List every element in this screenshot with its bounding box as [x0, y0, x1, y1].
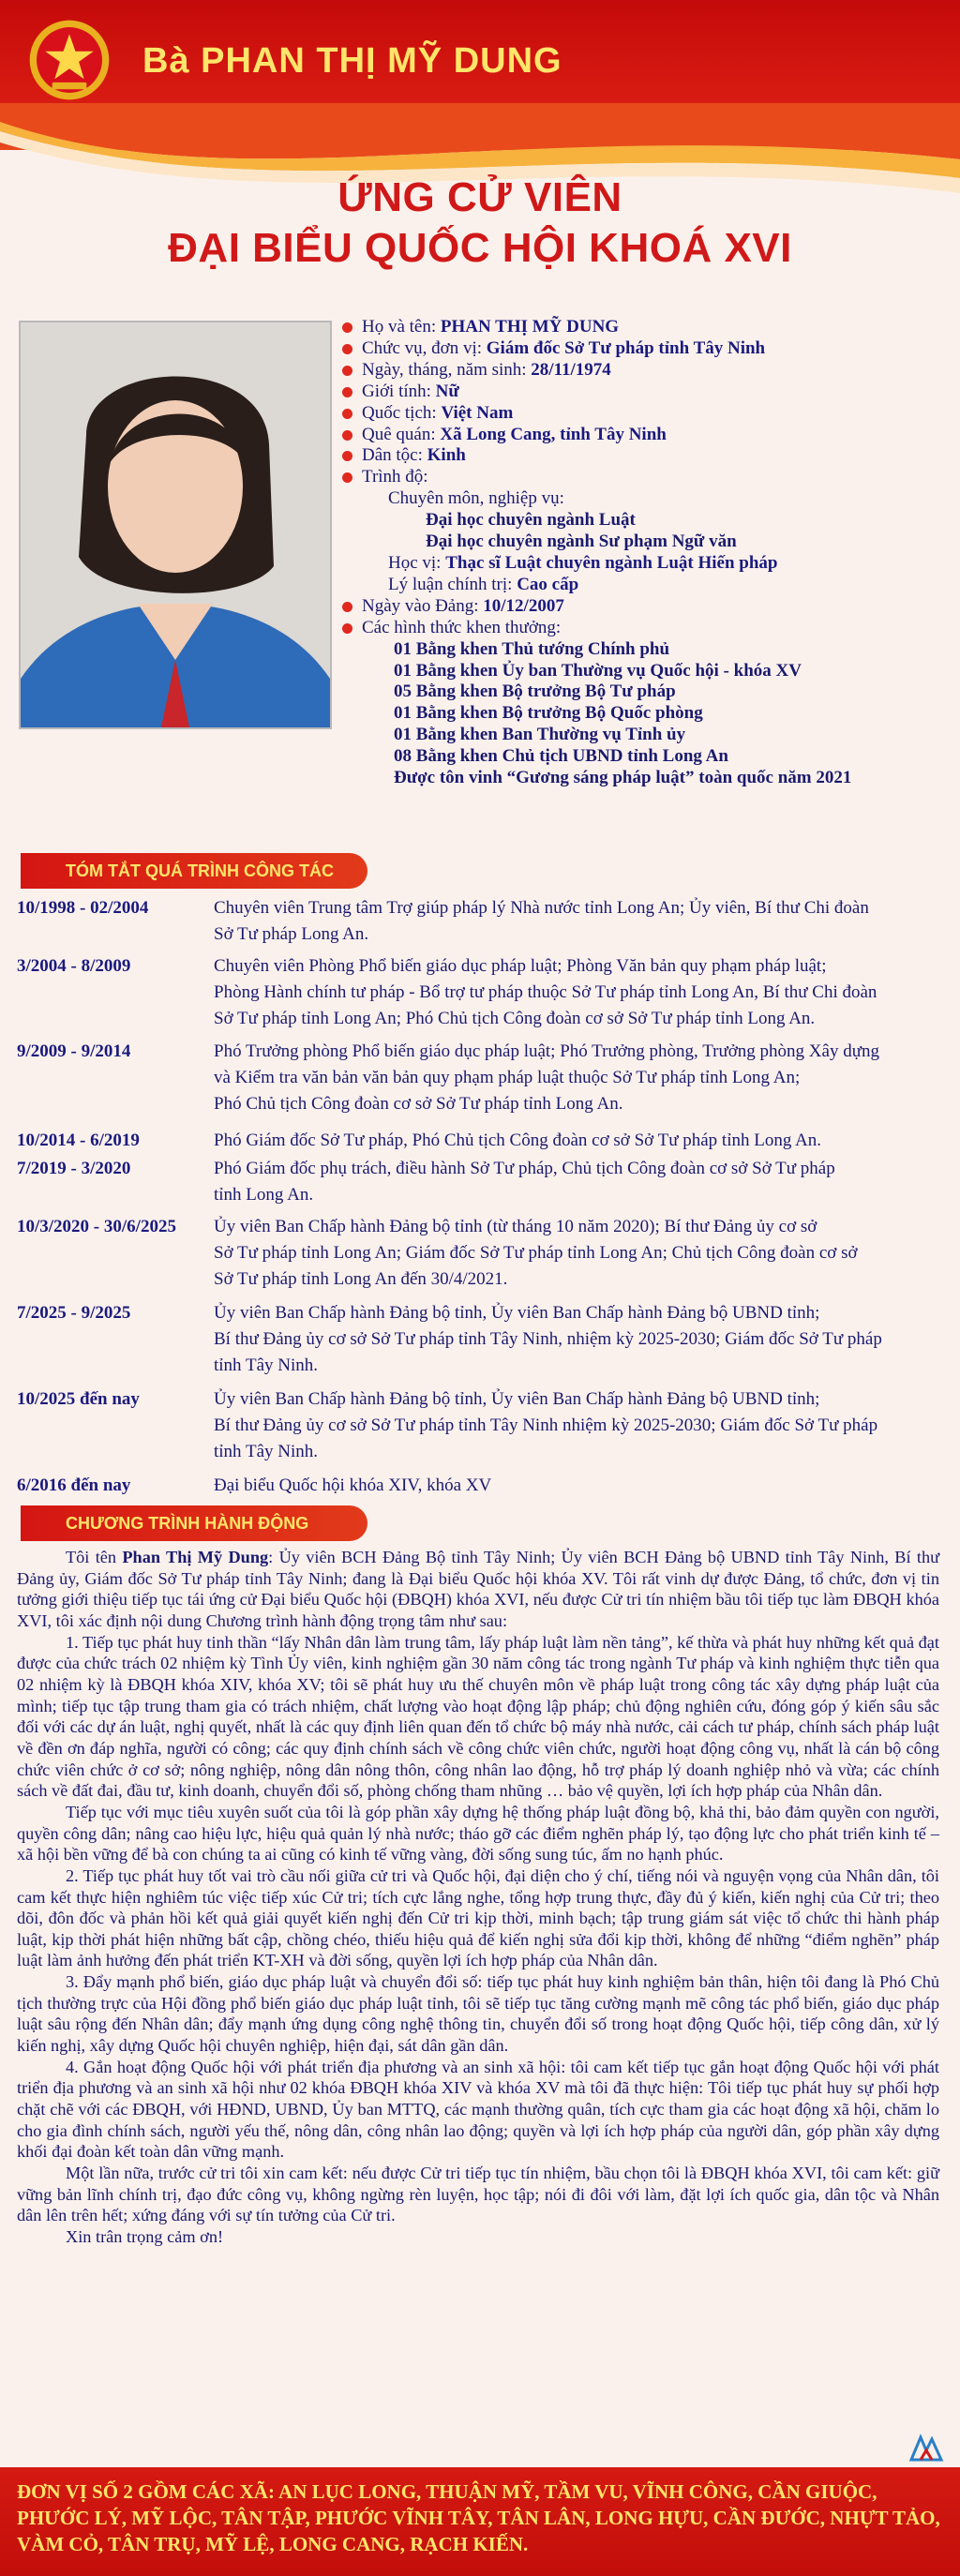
program-paragraph-5: 4. Gắn hoạt động Quốc hội với phát triển địa phương và an sinh xã hội: tôi cam kết tiếp tục gắn hoạt động Quốc hội với phát triển địa phương và an sinh xã hội như 02 khóa ĐBQH khóa XIV và khóa XV mà tôi đã thực hiện: Tôi tiếp tục phát huy sự phối hợp chặt chẽ với các ĐBQH, với HĐND, UBND, Ủy ban MTTQ, các mạnh thường quân, tích cực tham gia các hoạt động xã hội, chăm lo cho gia đình chính sách, người yếu thế, nông dân, công nhân lao động; quyền và lợi ích hợp pháp của người dân, góp phần xây dựng khối đại đoàn kết toàn dân vững mạnh. [17, 2057, 939, 2162]
award-item: Được tôn vinh “Gương sáng pháp luật” toàn quốc năm 2021 [394, 768, 852, 788]
award-item: 08 Bằng khen Chủ tịch UBND tỉnh Long An [394, 746, 728, 767]
program-paragraph-2: Tiếp tục với mục tiêu xuyên suốt của tôi là góp phần xây dựng hệ thống pháp luật đồng bộ, khả thi, bảo đảm quyền con người, quyền công dân; nâng cao hiệu lực, hiệu quả quản lý nhà nước; tháo gỡ các điểm nghẽn pháp lý, tạo động lực cho phát triển kinh tế – xã hội bền vững để bà con chúng ta ai cũng có kinh tế vững vàng, đời sống sung túc, ấm no hạnh phúc. [17, 1802, 939, 1865]
career-period: 9/2009 - 9/2014 [17, 1041, 131, 1061]
career-period: 10/3/2020 - 30/6/2025 [17, 1217, 176, 1236]
action-program [17, 1547, 939, 2248]
career-heading: TÓM TẮT QUÁ TRÌNH CÔNG TÁC [21, 853, 368, 889]
profile-info [339, 317, 949, 789]
bullet-icon [342, 623, 352, 634]
career-description: Chuyên viên Phòng Phổ biến giáo dục pháp luật; Phòng Văn bản quy phạm pháp luật; Phòng Hành chính tư pháp - Bổ trợ tư pháp thuộc Sở Tư pháp tỉnh Long An, Bí thư Chi đoàn Sở Tư pháp tỉnh Long An; Phó Chủ tịch Công đoàn cơ sở Sở Tư pháp tỉnh Long An. [214, 956, 878, 1029]
info-row-dob: Ngày, tháng, năm sinh: 28/11/1974 [339, 360, 949, 382]
bullet-icon [342, 472, 352, 483]
award-item: 01 Bằng khen Thủ tướng Chính phủ [394, 638, 670, 659]
career-period: 7/2019 - 3/2020 [17, 1159, 131, 1178]
footer-banner [0, 2467, 960, 2576]
bullet-icon [342, 602, 352, 612]
info-political: Lý luận chính trị: Cao cấp [388, 574, 579, 594]
program-paragraph-6: Một lần nữa, trước cử tri tôi xin cam kết: nếu được Cử tri tiếp tục tín nhiệm, bầu chọn tôi là ĐBQH khóa XVI, tôi cam kết: giữ vững bản lĩnh chính trị, đạo đức công vụ, không ngừng rèn luyện, học tập; nói đi đôi với làm, đặt lợi ích quốc gia, dân tộc và Nhân dân lên trên hết; xứng đáng với sự tín tưởng của Cử tri. [17, 2164, 939, 2225]
info-specialty-label: Chuyên môn, nghiệp vụ: [388, 488, 564, 509]
award-item: 01 Bằng khen Ủy ban Thường vụ Quốc hội - khóa XV [394, 660, 802, 681]
career-description: Chuyên viên Trung tâm Trợ giúp pháp lý Nhà nước tỉnh Long An; Ủy viên, Bí thư Chi đoàn Sở Tư pháp Long An. [214, 898, 869, 945]
info-row-party-date: Ngày vào Đảng: 10/12/2007 [339, 596, 949, 618]
career-description: Ủy viên Ban Chấp hành Đảng bộ tỉnh, Ủy viên Ban Chấp hành Đảng bộ UBND tỉnh; Bí thư Đảng ủy cơ sở Sở Tư pháp tỉnh Tây Ninh nhiệm kỳ 2025-2030; Giám đốc Sở Tư pháp tỉnh Tây Ninh. [214, 1389, 878, 1462]
program-paragraph-4: 3. Đẩy mạnh phổ biến, giáo dục pháp luật và chuyển đổi số: tiếp tục phát huy kinh nghiệm bản thân, hiện tôi đang là Phó Chủ tịch thường trực của Hội đồng phổ biến giáo dục pháp luật tỉnh, tôi sẽ tiếp tục tăng cường mạnh mẽ công tác phổ biến, giáo dục pháp luật sâu rộng đến Nhân dân; đẩy mạnh ứng dụng công nghệ thông tin, chuyển đổi số trong hoạt động Quốc hội, tiếp công dân, xử lý kiến nghị, xây dựng Quốc hội chuyên nghiệp, hiện đại, sát dân gần dân. [17, 1972, 939, 2056]
career-description: Phó Giám đốc phụ trách, điều hành Sở Tư pháp, Chủ tịch Công đoàn cơ sở Sở Tư pháp tỉnh Long An. [214, 1159, 835, 1206]
career-description: Ủy viên Ban Chấp hành Đảng bộ tỉnh, Ủy viên Ban Chấp hành Đảng bộ UBND tỉnh; Bí thư Đảng ủy cơ sở Sở Tư pháp tỉnh Tây Ninh, nhiệm kỳ 2025-2030; Giám đốc Sở Tư pháp tỉnh Tây Ninh. [214, 1303, 882, 1376]
career-description: Đại biểu Quốc hội khóa XIV, khóa XV [214, 1475, 492, 1495]
bullet-icon [342, 451, 352, 461]
career-period: 6/2016 đến nay [17, 1475, 131, 1495]
bullet-icon [342, 344, 352, 354]
info-row-education: Trình độ: [339, 467, 949, 488]
constituency-text: ĐƠN VỊ SỐ 2 GỒM CÁC XÃ: AN LỤC LONG, THUẬN MỸ, TẦM VU, VĨNH CÔNG, CẦN GIUỘC, PHƯỚC LÝ, MỸ LỘC, TÂN TẬP, PHƯỚC VĨNH TÂY, TÂN LÂN, LONG HỰU, CẦN ĐƯỚC, NHỰT TẢO, VÀM CỎ, TÂN TRỤ, MỸ LỆ, LONG CANG, RẠCH KIẾN. [17, 2480, 940, 2555]
info-row-gender: Giới tính: Nữ [339, 382, 949, 403]
career-description: Phó Giám đốc Sở Tư pháp, Phó Chủ tịch Công đoàn cơ sở Sở Tư pháp tỉnh Long An. [214, 1131, 822, 1150]
info-specialty-1: Đại học chuyên ngành Luật [426, 510, 636, 531]
info-row-hometown: Quê quán: Xã Long Cang, tỉnh Tây Ninh [339, 425, 949, 446]
bullet-icon [342, 387, 352, 397]
career-period: 10/2025 đến nay [17, 1389, 140, 1409]
bullet-icon [342, 430, 352, 441]
award-item: 05 Bằng khen Bộ trưởng Bộ Tư pháp [394, 681, 676, 702]
program-intro: Tôi tên Phan Thị Mỹ Dung: Ủy viên BCH Đảng Bộ tỉnh Tây Ninh; Ủy viên BCH Đảng bộ UBND tỉnh Tây Ninh, Bí thư Đảng ủy, Giám đốc Sở Tư pháp tỉnh Tây Ninh; đang là Đại biểu Quốc hội khóa XV. Tôi rất vinh dự được Đảng, tổ chức, đơn vị tin tưởng giới thiệu tiếp tục tái ứng cử Đại biểu Quốc hội (ĐBQH) khóa XVI, nếu được Cử tri tín nhiệm bầu tôi tiếp tục làm ĐBQH khóa XVI, tôi xác định nội dung Chương trình hành động trọng tâm như sau: [17, 1548, 939, 1630]
career-period: 10/2014 - 6/2019 [17, 1131, 140, 1150]
candidate-name-header: Bà PHAN THỊ MỸ DUNG [142, 41, 562, 81]
national-emblem-icon [26, 17, 112, 103]
info-row-position: Chức vụ, đơn vị: Giám đốc Sở Tư pháp tỉnh Tây Ninh [339, 338, 949, 360]
career-period: 3/2004 - 8/2009 [17, 956, 131, 976]
career-period: 10/1998 - 02/2004 [17, 898, 149, 918]
bullet-icon [342, 366, 352, 376]
career-description: Ủy viên Ban Chấp hành Đảng bộ tỉnh (từ tháng 10 năm 2020); Bí thư Đảng ủy cơ sở Sở Tư pháp tỉnh Long An; Giám đốc Sở Tư pháp tỉnh Long An; Chủ tịch Công đoàn cơ sở Sở Tư pháp tỉnh Long An đến 30/4/2021. [214, 1217, 858, 1290]
candidate-portrait [19, 321, 332, 729]
award-item: 01 Bằng khen Ban Thường vụ Tỉnh ủy [394, 725, 686, 745]
bullet-icon [342, 409, 352, 419]
info-row-awards: Các hình thức khen thưởng: [339, 618, 949, 639]
bullet-icon [342, 322, 352, 333]
page-title-line-2: ĐẠI BIỂU QUỐC HỘI KHOÁ XVI [168, 225, 792, 271]
info-degree: Học vị: Thạc sĩ Luật chuyên ngành Luật Hiến pháp [388, 552, 778, 573]
info-specialty-2: Đại học chuyên ngành Sư phạm Ngữ văn [426, 532, 737, 552]
career-period: 7/2025 - 9/2025 [17, 1303, 131, 1323]
info-row-ethnicity: Dân tộc: Kinh [339, 445, 949, 467]
career-description: Phó Trưởng phòng Phổ biến giáo dục pháp luật; Phó Trưởng phòng, Trưởng phòng Xây dựng và Kiểm tra văn bản văn bản quy phạm pháp luật thuộc Sở Tư pháp tỉnh Long An; Phó Chủ tịch Công đoàn cơ sở Sở Tư pháp tỉnh Long An. [214, 1041, 880, 1115]
info-row-nationality: Quốc tịch: Việt Nam [339, 403, 949, 425]
info-row-name: Họ và tên: PHAN THỊ MỸ DUNG [339, 317, 949, 338]
program-paragraph-3: 2. Tiếp tục phát huy tốt vai trò cầu nối giữa cử tri và Quốc hội, đại diện cho ý chí, tiếng nói và nguyện vọng của Nhân dân, tôi cam kết thực hiện nghiêm túc việc tiếp xúc Cử tri; tích cực lắng nghe, tổng hợp trung thực, đầy đủ ý kiến, kiến nghị của Cử tri; theo dõi, đôn đốc và phản hồi kết quả giải quyết kiến nghị đến Cử tri kịp thời, minh bạch; tập trung giám sát việc tổ chức thi hành pháp luật, kịp thời phát hiện những bất cập, chồng chéo, thiếu hiệu quả để kiến nghị sửa đổi kịp thời, không để những “điểm nghẽn” pháp luật làm ảnh hưởng đến phát triển KT-XH và đời sống, quyền lợi ích hợp pháp của Nhân dân. [17, 1865, 939, 1970]
page-title-line-1: ỨNG CỬ VIÊN [338, 174, 622, 220]
program-paragraph-1: 1. Tiếp tục phát huy tinh thần “lấy Nhân dân làm trung tâm, lấy pháp luật làm nền tảng”, kế thừa và phát huy những kết quả đạt được của chức trách 02 nhiệm kỳ Tình Ủy viên, kinh nghiệm gần 30 năm công tác trong ngành Tư pháp và kinh nghiệm thực tiễn qua 02 nhiệm kỳ là ĐBQH khóa XIV, khóa XV; tôi sẽ phát huy ưu thế chuyên môn về pháp luật trong công tác xây dựng pháp luật của mình; tiếp tục tập trung tham gia có trách nhiệm, chất lượng vào hoạt động lập pháp; chủ động nghiên cứu, đóng góp ý kiến sâu sắc đối với các dự án luật, nghị quyết, nhất là các quy định liên quan đến tổ chức bộ máy nhà nước, cải cách tư pháp, chính sách pháp luật về đền ơn đáp nghĩa, người có công; các quy định chính sách về công chức viên chức, người hoạt động công vụ, nhất là cán bộ công chức viên chức ở cơ sở; nông nghiệp, nông dân nông thôn, công nhân lao động, hỗ trợ pháp lý doanh nghiệp nhỏ và vừa; các chính sách về đất đai, đầu tư, kinh doanh, chuyển đổi số, phòng chống tham nhũng … bảo vệ quyền, lợi ích hợp pháp của Nhân dân. [17, 1632, 939, 1801]
award-item: 01 Bằng khen Bộ trưởng Bộ Quốc phòng [394, 703, 703, 724]
program-closing: Xin trân trọng cảm ơn! [66, 2227, 224, 2246]
program-heading: CHƯƠNG TRÌNH HÀNH ĐỘNG [21, 1505, 368, 1541]
publisher-logo-icon [908, 2432, 945, 2464]
